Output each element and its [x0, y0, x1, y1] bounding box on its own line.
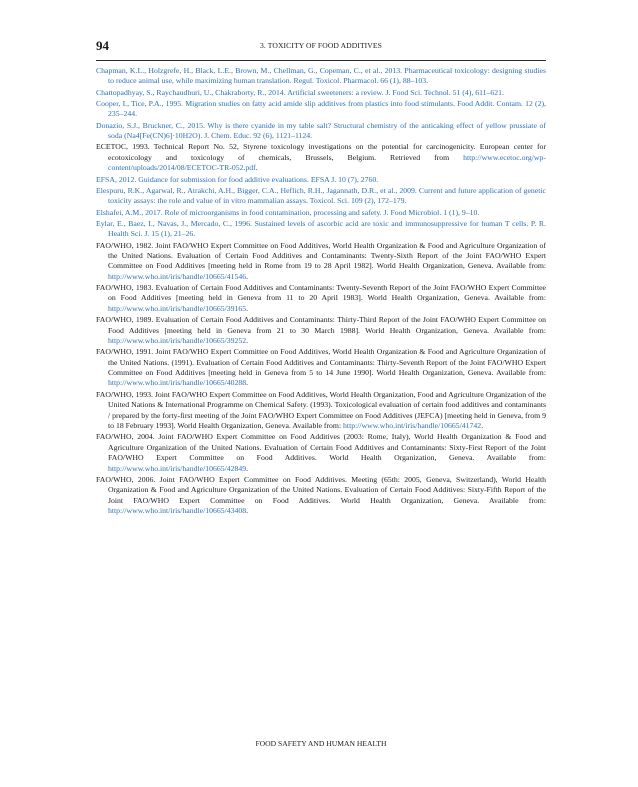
reference-entry[interactable] [96, 186, 546, 207]
running-header [96, 38, 546, 61]
reference-entry [96, 142, 546, 173]
reference-tail: . [246, 335, 249, 345]
reference-url-link[interactable]: http://www.who.int/iris/handle/10665/42849 [108, 463, 247, 473]
reference-url-link[interactable]: http://www.ecetoc.org/wp-content/uploads/2014/08/ECETOC-TR-052.pdf [108, 152, 546, 173]
reference-entry[interactable] [96, 99, 546, 120]
reference-text: Chattopadhyay, S., Raychaudhuri, U., Chakraborty, R., 2014. Artificial sweeteners: a review. J. Food Sci. Technol. 51 (4), 611–621. [96, 87, 504, 97]
page-number: 94 [96, 38, 109, 53]
reference-entry [96, 315, 546, 346]
reference-text: Elespuru, R.K., Agarwal, R., Atrakchi, A.H., Bigger, C.A., Heflich, R.H., Jagannath, D.R., et al., 2009. Current and future application of genetic toxicity assays: the role and value of in vitro mammalian assays. Toxicol. Sci. 109 (2), 172–179. [96, 185, 546, 206]
reference-text: Elshafei, A.M., 2017. Role of microorganisms in food contamination, processing and safety. J. Food Microbiol. 1 (1), 9–10. [96, 207, 480, 217]
reference-tail: . [246, 378, 249, 388]
reference-entry[interactable] [96, 66, 546, 87]
reference-entry [96, 390, 546, 432]
running-footer: FOOD SAFETY AND HUMAN HEALTH [255, 739, 387, 748]
reference-tail: . [481, 420, 484, 430]
reference-url-link[interactable]: http://www.who.int/iris/handle/10665/41546 [108, 271, 247, 281]
reference-text: FAO/WHO, 1983. Evaluation of Certain Food Additives and Contaminants: Twenty-Seventh Report of the Joint FAO/WHO Expert Committee on Food Additives [meeting held in Geneva from 11 to 20 April 1983]. World Health Organization, Geneva. Available from: [96, 283, 546, 303]
reference-entry[interactable] [96, 175, 546, 185]
reference-text: FAO/WHO, 1993. Joint FAO/WHO Expert Committee on Food Additives, World Health Organization, Food and Agriculture Organization of the United Nations & International Programme on Chemical Safety. (1993). Toxicological evaluation of certain food additives and contaminants / prepared by the forty-first meeting of the Joint FAO/WHO Expert Committee on Food Additives (JEFCA) [meeting held in Geneva, from 9 to 18 February 1993]. World Health Organization, Geneva. Available from: [96, 389, 546, 430]
reference-text: FAO/WHO, 1991. Joint FAO/WHO Expert Committee on Food Additives, World Health Organization & Food and Agriculture Organization of the United Nations. (1991). Evaluation of Certain Food Additives and Contaminants: Thirty-Seventh Report of the Joint FAO/WHO Expert Committee on Food Additives [meeting held in Geneva from 5 to 14 June 1990]. World Health Organization, Geneva. Available from: [96, 347, 546, 378]
reference-tail: . [255, 163, 258, 173]
reference-tail: . [246, 463, 249, 473]
reference-entry[interactable] [96, 88, 546, 98]
reference-text: Cooper, I., Tice, P.A., 1995. Migration studies on fatty acid amide slip additives from plastics into food stimulants. Food Addit. Contam. 12 (2), 235–244. [96, 99, 546, 119]
reference-url-link[interactable]: http://www.who.int/iris/handle/10665/39165 [108, 303, 247, 313]
reference-entry[interactable] [96, 121, 546, 142]
chapter-title: 3. TOXICITY OF FOOD ADDITIVES [260, 41, 382, 50]
reference-entry [96, 475, 546, 517]
reference-url-link[interactable]: http://www.who.int/iris/handle/10665/39252 [108, 335, 247, 345]
reference-entry [96, 241, 546, 283]
reference-text: FAO/WHO, 1989. Evaluation of Certain Food Additives and Contaminants: Thirty-Third Report of the Joint FAO/WHO Expert Committee on Food Additives [meeting held in Geneva from 21 to 30 March 1988]. World Health Organization, Geneva. Available from: [96, 315, 546, 335]
reference-entry[interactable] [96, 219, 546, 240]
reference-text: ECETOC, 1993. Technical Report No. 52, Styrene toxicology investigations on the potential for carcinogenicity. European center for ecotoxicology and toxicology of chemicals, Brussels, Belgium. Retrieved from [96, 142, 546, 162]
reference-tail: . [246, 506, 249, 516]
reference-text: Eylar, E., Baez, I., Navas, J., Mercado, C., 1996. Sustained levels of ascorbic acid are toxic and immunosuppressive for human T cells. P. R. Health Sci. J. 15 (1), 21–26. [96, 218, 546, 239]
reference-tail: . [246, 303, 249, 313]
reference-url-link[interactable]: http://www.who.int/iris/handle/10665/41742 [343, 420, 482, 430]
reference-text: Donazio, S.J., Bruckner, C., 2015. Why is there cyanide in my table salt? Structural chemistry of the anticaking effect of yellow prussiate of soda (Na4[Fe(CN)6]·10H2O). J. Chem. Educ. 92 (6), 1121–1124. [96, 120, 546, 141]
reference-text: FAO/WHO, 2006. Joint FAO/WHO Expert Committee on Food Additives. Meeting (65th: 2005, Geneva, Switzerland), World Health Organization & Food and Agriculture Organization of the United Nations. Evaluation of Certain Food Additives: Sixty-Fifth Report of the Joint FAO/WHO Expert Committee on Food Additives. World Health Organization, Geneva. Available from: [96, 474, 546, 505]
reference-text: FAO/WHO, 2004. Joint FAO/WHO Expert Committee on Food Additives (2003: Rome, Italy), World Health Organization & Food and Agriculture Organization of the United Nations. Evaluation of Certain Food Additives and Contaminants: Sixty-First Report of the Joint FAO/WHO Expert Committee on Food Additives. World Health Organization, Geneva. Available from: [96, 432, 546, 463]
reference-url-link[interactable]: http://www.who.int/iris/handle/10665/43408 [108, 506, 247, 516]
reference-text: EFSA, 2012. Guidance for submission for food additive evaluations. EFSA J. 10 (7), 2760. [96, 174, 379, 184]
reference-text: Chapman, K.L., Holzgrefe, H., Black, L.E., Brown, M., Chellman, G., Copeman, C., et al., 2013. Pharmaceutical toxicology: designing studies to reduce animal use, while maximizing human translation. Regul. Toxicol. Pharmacol. 66 (1), 88–103. [96, 66, 546, 86]
reference-entry [96, 347, 546, 389]
reference-list [96, 66, 546, 517]
reference-tail: . [246, 271, 249, 281]
reference-entry [96, 283, 546, 314]
reference-entry [96, 432, 546, 474]
reference-text: FAO/WHO, 1982. Joint FAO/WHO Expert Committee on Food Additives, World Health Organization & Food and Agriculture Organization of the United Nations. Evaluation of Certain Food Additives and Contaminants: Twenty-Sixth Report of the Joint FAO/WHO Expert Committee on Food Additives [meeting held in Rome from 19 to 28 April 1982]. World Health Organization, Geneva. Available from: [96, 240, 546, 271]
reference-url-link[interactable]: http://www.who.int/iris/handle/10665/40288 [108, 378, 247, 388]
reference-entry[interactable] [96, 208, 546, 218]
